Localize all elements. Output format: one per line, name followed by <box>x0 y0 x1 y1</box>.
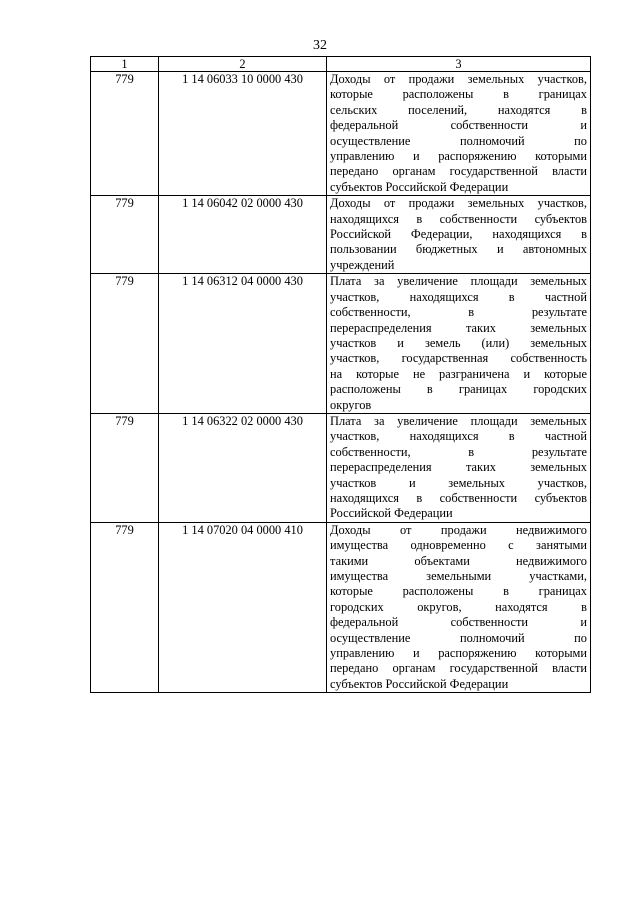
description-line: сельских поселений, находятся в <box>330 102 587 117</box>
admin-code-cell: 779 <box>91 196 159 274</box>
budget-classification-code-cell: 1 14 06322 02 0000 430 <box>159 413 327 522</box>
description-line: на которые не разграничена и которые <box>330 366 587 381</box>
description-line: округов <box>330 397 372 412</box>
budget-classification-code-cell: 1 14 07020 04 0000 410 <box>159 522 327 692</box>
description-line: перераспределения таких земельных <box>330 460 587 475</box>
table-row <box>91 413 591 522</box>
description-line: Плата за увеличение площади земельных <box>330 274 587 289</box>
description-line: Российской Федерации <box>330 506 453 521</box>
table-header-row <box>91 57 591 72</box>
description-line: которые расположены в границах <box>330 584 587 599</box>
description-line: участков, находящихся в частной <box>330 289 587 304</box>
description-line: собственности, в результате <box>330 444 587 459</box>
revenue-description-cell <box>327 522 591 692</box>
description-line: осуществление полномочий по <box>330 630 587 645</box>
description-line: участков, государственная собственность <box>330 351 587 366</box>
column-header-3: 3 <box>327 57 591 72</box>
admin-code-cell: 779 <box>91 413 159 522</box>
description-line: Плата за увеличение площади земельных <box>330 413 587 428</box>
column-header-1: 1 <box>91 57 159 72</box>
description-line: передано органам государственной власти <box>330 164 587 179</box>
description-line: собственности, в результате <box>330 305 587 320</box>
table-row <box>91 196 591 274</box>
description-line: городских округов, находятся в <box>330 599 587 614</box>
description-line: перераспределения таких земельных <box>330 320 587 335</box>
description-line: управлению и распоряжению которыми <box>330 149 587 164</box>
description-line: участков и земельных участков, <box>330 475 587 490</box>
description-line: управлению и распоряжению которыми <box>330 646 587 661</box>
admin-code-cell: 779 <box>91 274 159 414</box>
table-row <box>91 522 591 692</box>
admin-code-cell: 779 <box>91 72 159 196</box>
column-header-2: 2 <box>159 57 327 72</box>
description-line: субъектов Российской Федерации <box>330 676 509 691</box>
description-line: передано органам государственной власти <box>330 661 587 676</box>
revenue-description-cell <box>327 413 591 522</box>
description-line: участков, находящихся в частной <box>330 429 587 444</box>
description-line: федеральной собственности и <box>330 615 587 630</box>
table-row <box>91 72 591 196</box>
description-line: участков и земель (или) земельных <box>330 335 587 350</box>
description-line: Российской Федерации, находящихся в <box>330 227 587 242</box>
description-line: субъектов Российской Федерации <box>330 179 509 194</box>
page-number: 32 <box>313 38 327 53</box>
description-line: имущества одновременно с занятыми <box>330 538 587 553</box>
description-line: Доходы от продажи земельных участков, <box>330 72 587 86</box>
description-line: находящихся в собственности субъектов <box>330 211 587 226</box>
budget-classification-code-cell: 1 14 06312 04 0000 430 <box>159 274 327 414</box>
revenue-description-cell <box>327 196 591 274</box>
revenue-codes-table <box>90 56 591 693</box>
description-line: имущества земельными участками, <box>330 569 587 583</box>
description-line: которые расположены в границах <box>330 87 587 102</box>
description-line: учреждений <box>330 257 395 272</box>
description-line: осуществление полномочий по <box>330 133 587 148</box>
description-line: такими объектами недвижимого <box>330 553 587 568</box>
description-line: Доходы от продажи недвижимого <box>330 522 587 537</box>
budget-classification-code-cell: 1 14 06042 02 0000 430 <box>159 196 327 274</box>
description-line: находящихся в собственности субъектов <box>330 490 587 505</box>
revenue-description-cell <box>327 274 591 414</box>
table-row <box>91 274 591 414</box>
revenue-description-cell <box>327 72 591 196</box>
budget-classification-code-cell: 1 14 06033 10 0000 430 <box>159 72 327 196</box>
description-line: Доходы от продажи земельных участков, <box>330 196 587 211</box>
admin-code-cell: 779 <box>91 522 159 692</box>
description-line: федеральной собственности и <box>330 118 587 133</box>
description-line: пользовании бюджетных и автономных <box>330 242 587 257</box>
description-line: расположены в границах городских <box>330 382 587 397</box>
